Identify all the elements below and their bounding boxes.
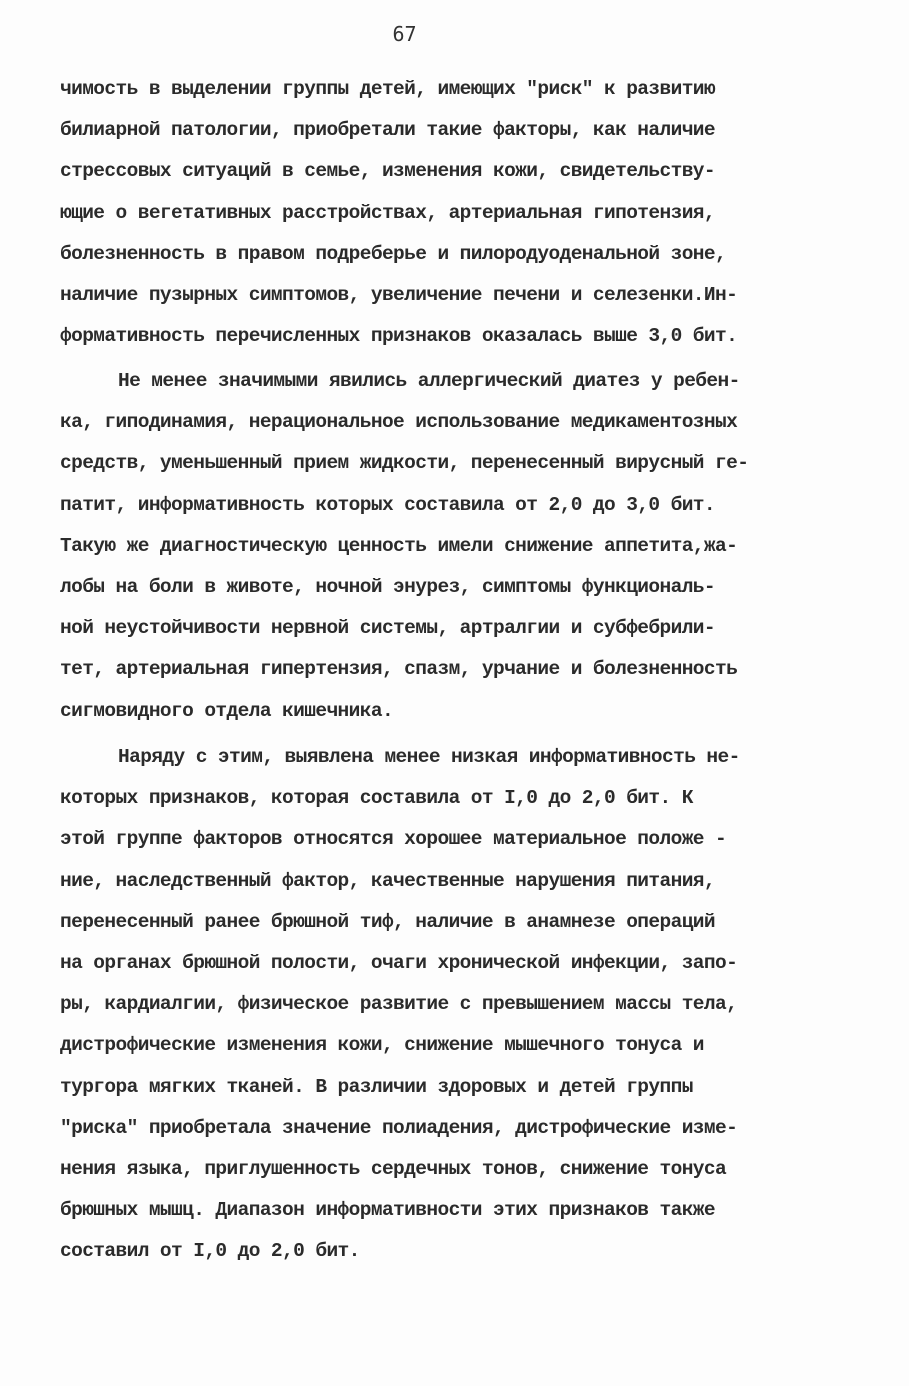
paragraph-1 [60, 69, 850, 357]
text-line: перенесенный ранее брюшной тиф, наличие в анамнезе операций [60, 910, 716, 933]
text-line: ной неустойчивости нервной системы, артралгии и субфебрили- [60, 617, 716, 640]
text-line: патит, информативность которых составила от 2,0 до 3,0 бит. [60, 493, 716, 516]
text-line: нения языка, приглушенность сердечных тонов, снижение тонуса [60, 1157, 727, 1180]
text-line: чимость в выделении группы детей, имеющих "риск" к развитию [60, 78, 716, 100]
text-line: средств, уменьшенный прием жидкости, перенесенный вирусный ге- [60, 452, 749, 475]
text-line: болезненность в правом подреберье и пилородуоденальной зоне, [60, 242, 727, 265]
text-line: наличие пузырных симптомов, увеличение печени и селезенки.Ин- [60, 283, 738, 306]
text-line: ние, наследственный фактор, качественные нарушения питания, [60, 869, 716, 892]
text-line: дистрофические изменения кожи, снижение мышечного тонуса и [60, 1034, 704, 1057]
text-line: Наряду с этим, выявлена менее низкая информативность не- [118, 746, 740, 768]
text-line: которых признаков, которая составила от I,0 до 2,0 бит. К [60, 787, 693, 810]
text-line: этой группе факторов относятся хорошее материальное положе - [60, 828, 727, 851]
text-line: формативность перечисленных признаков оказалась выше 3,0 бит. [60, 325, 738, 348]
text-line: "риска" приобретала значение полиадения, дистрофические изме- [60, 1116, 738, 1139]
text-line: ры, кардиалгии, физическое развитие с превышением массы тела, [60, 993, 738, 1016]
paragraph-2 [60, 361, 850, 732]
text-line: составил от I,0 до 2,0 бит. [60, 1240, 360, 1263]
text-line: сигмовидного отдела кишечника. [60, 699, 394, 722]
text-line: на органах брюшной полости, очаги хронической инфекции, запо- [60, 951, 738, 974]
text-line: Такую же диагностическую ценность имели снижение аппетита,жа- [60, 534, 738, 557]
text-line: стрессовых ситуаций в семье, изменения кожи, свидетельству- [60, 160, 716, 183]
text-line: Не менее значимыми явились аллергический диатез у ребен- [118, 370, 740, 392]
text-line: брюшных мышц. Диапазон информативности этих признаков также [60, 1199, 716, 1222]
page-number: 67 [392, 22, 417, 46]
text-line: тет, артериальная гипертензия, спазм, урчание и болезненность [60, 658, 738, 681]
paragraph-3 [60, 737, 850, 1272]
text-line: билиарной патологии, приобретали такие факторы, как наличие [60, 119, 716, 142]
text-line: тургора мягких тканей. В различии здоровых и детей группы [60, 1075, 693, 1098]
text-line: ка, гиподинамия, нерациональное использование медикаментозных [60, 411, 738, 434]
text-line: лобы на боли в животе, ночной энурез, симптомы функциональ- [60, 575, 716, 598]
text-line: ющие о вегетативных расстройствах, артериальная гипотензия, [60, 201, 716, 224]
